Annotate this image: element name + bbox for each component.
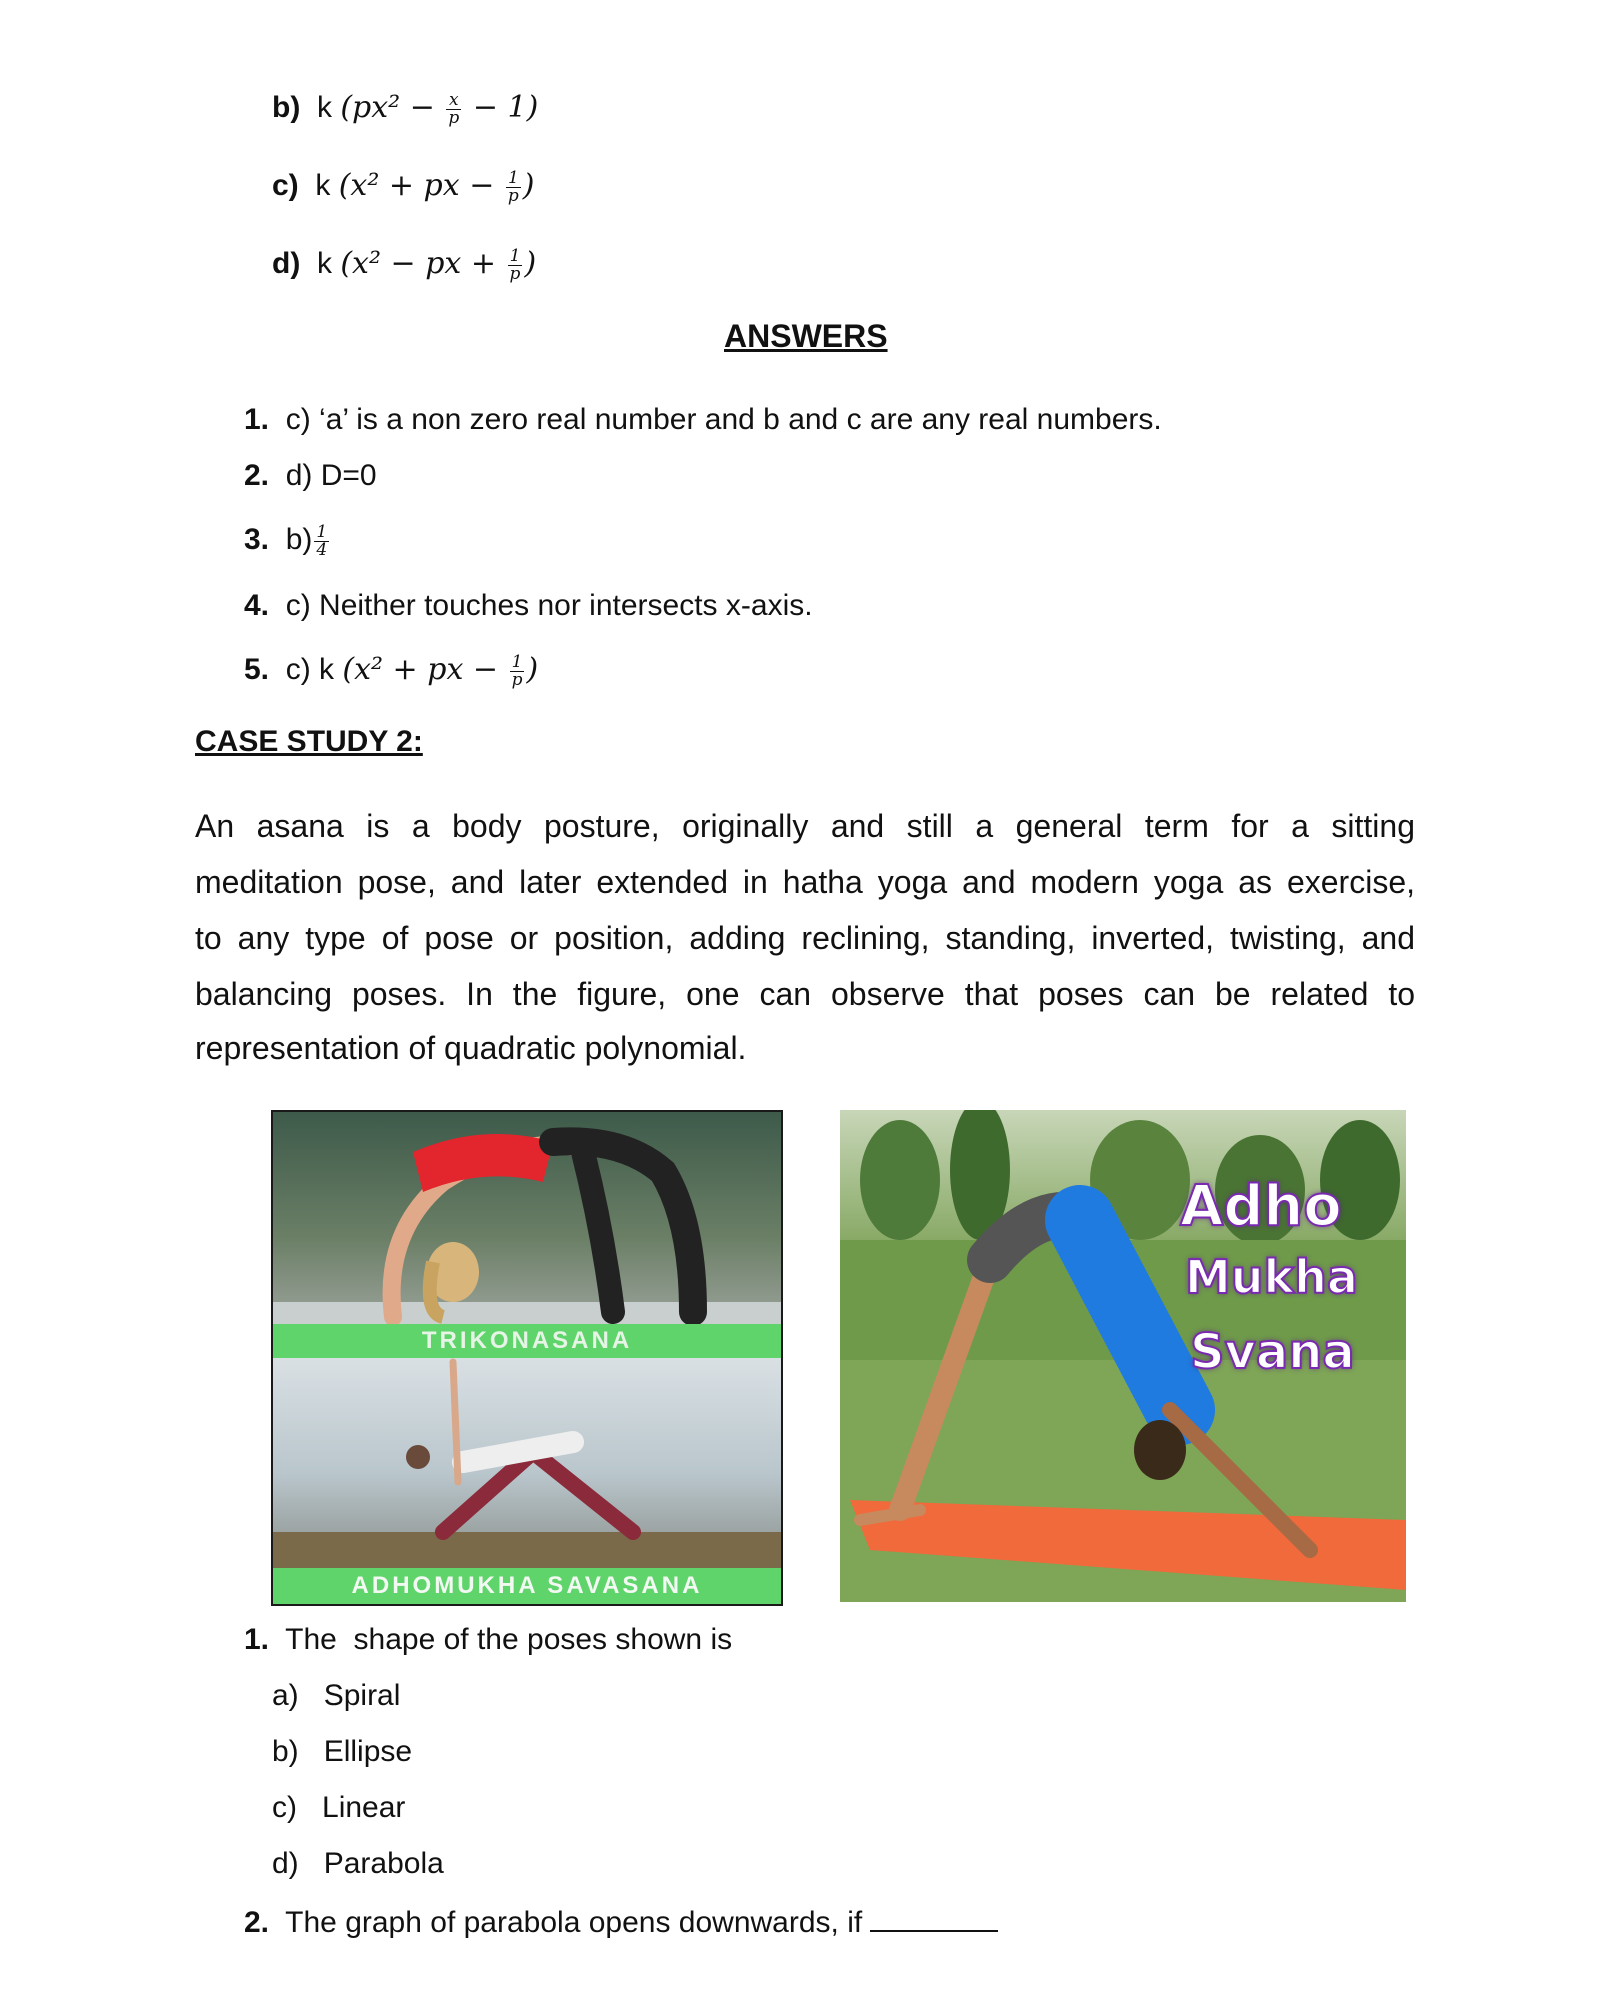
- option-b-prev: [272, 90, 538, 127]
- math-expression: (x² − px +: [340, 246, 506, 281]
- yoga-figure-left: [271, 1110, 783, 1606]
- math-expression: ): [522, 168, 535, 203]
- fraction: $\frac{1}{p}$: [509, 245, 521, 284]
- answer-item-3: [244, 522, 331, 559]
- math-expression: (x² + px −: [342, 652, 508, 687]
- option-c-prev: [272, 168, 535, 205]
- option-k: k: [315, 169, 331, 202]
- answer-number: 1.: [244, 403, 270, 436]
- math-expression: (x² + px −: [338, 168, 504, 203]
- yoga-illustration-left: [273, 1112, 781, 1604]
- option-label: b): [272, 91, 301, 124]
- option-k: k: [317, 247, 332, 280]
- math-expression: − 1): [463, 90, 539, 125]
- option-label: d): [272, 1847, 299, 1880]
- fraction: $\frac{1}{p}$: [511, 651, 523, 690]
- answer-number: 3.: [244, 523, 270, 556]
- answers-title: ANSWERS: [724, 318, 888, 354]
- option-a: [272, 1678, 400, 1714]
- fraction: $\frac{x}{p}$: [448, 89, 460, 128]
- option-label: c): [272, 169, 299, 202]
- option-c: [272, 1790, 405, 1826]
- option-label: b): [272, 1735, 299, 1768]
- option-label: c): [272, 1791, 297, 1824]
- question-number: 2.: [244, 1906, 270, 1939]
- answer-text: c) ‘a’ is a non zero real number and b and c are any real numbers.: [285, 403, 1162, 436]
- yoga-figure-right: [840, 1110, 1406, 1602]
- answer-number: 2.: [244, 459, 270, 492]
- case-study-title: CASE STUDY 2:: [195, 725, 423, 758]
- answer-text: c) k: [285, 653, 335, 686]
- math-expression: ): [526, 652, 539, 687]
- case-study-paragraph-line: meditation pose, and later extended in hatha yoga and modern yoga as exercise,: [195, 864, 1415, 900]
- option-d-prev: [272, 246, 536, 283]
- answer-number: 4.: [244, 589, 270, 622]
- pose-title-word-2: Mukha: [1185, 1250, 1358, 1304]
- question-1: [244, 1622, 732, 1658]
- pose-label-trikonasana: TRIKONASANA: [273, 1324, 781, 1358]
- pose-label-adhomukha-savasana: ADHOMUKHA SAVASANA: [273, 1568, 781, 1604]
- case-study-paragraph-line: representation of quadratic polynomial.: [195, 1030, 747, 1066]
- answer-item-1: [244, 402, 1162, 438]
- option-k: k: [317, 91, 332, 124]
- option-text: Spiral: [323, 1679, 401, 1712]
- option-label: a): [272, 1679, 299, 1712]
- question-2: [244, 1902, 998, 1941]
- fraction: $\frac{1}{p}$: [507, 167, 519, 206]
- question-text: The shape of the poses shown is: [285, 1623, 733, 1656]
- fraction: $\frac{1}{4}$: [316, 521, 328, 560]
- answer-item-5: [244, 652, 538, 689]
- case-study-paragraph-line: to any type of pose or position, adding reclining, standing, inverted, twisting, and: [195, 920, 1415, 956]
- pose-title-word-3: Svana: [1190, 1324, 1355, 1380]
- answer-item-4: [244, 588, 813, 624]
- answer-number: 5.: [244, 653, 270, 686]
- option-text: Ellipse: [323, 1735, 413, 1768]
- question-text: The graph of parabola opens downwards, if: [285, 1906, 863, 1939]
- math-expression: ): [524, 246, 537, 281]
- math-expression: (px² −: [340, 90, 445, 125]
- option-text: Parabola: [323, 1847, 444, 1880]
- answer-blank: [870, 1902, 998, 1932]
- pose-title-word-1: Adho: [1180, 1174, 1342, 1239]
- case-study-paragraph-line: An asana is a body posture, originally and still a general term for a sitting: [195, 808, 1415, 844]
- answer-text: c) Neither touches nor intersects x-axis.: [285, 589, 813, 622]
- option-d: [272, 1846, 444, 1882]
- option-label: d): [272, 247, 301, 280]
- option-text: Linear: [322, 1791, 406, 1824]
- answer-item-2: [244, 458, 377, 494]
- question-number: 1.: [244, 1623, 270, 1656]
- case-study-paragraph-line: balancing poses. In the figure, one can observe that poses can be related to: [195, 976, 1415, 1012]
- option-b: [272, 1734, 412, 1770]
- answer-text: b): [285, 523, 313, 556]
- answer-text: d) D=0: [285, 459, 377, 492]
